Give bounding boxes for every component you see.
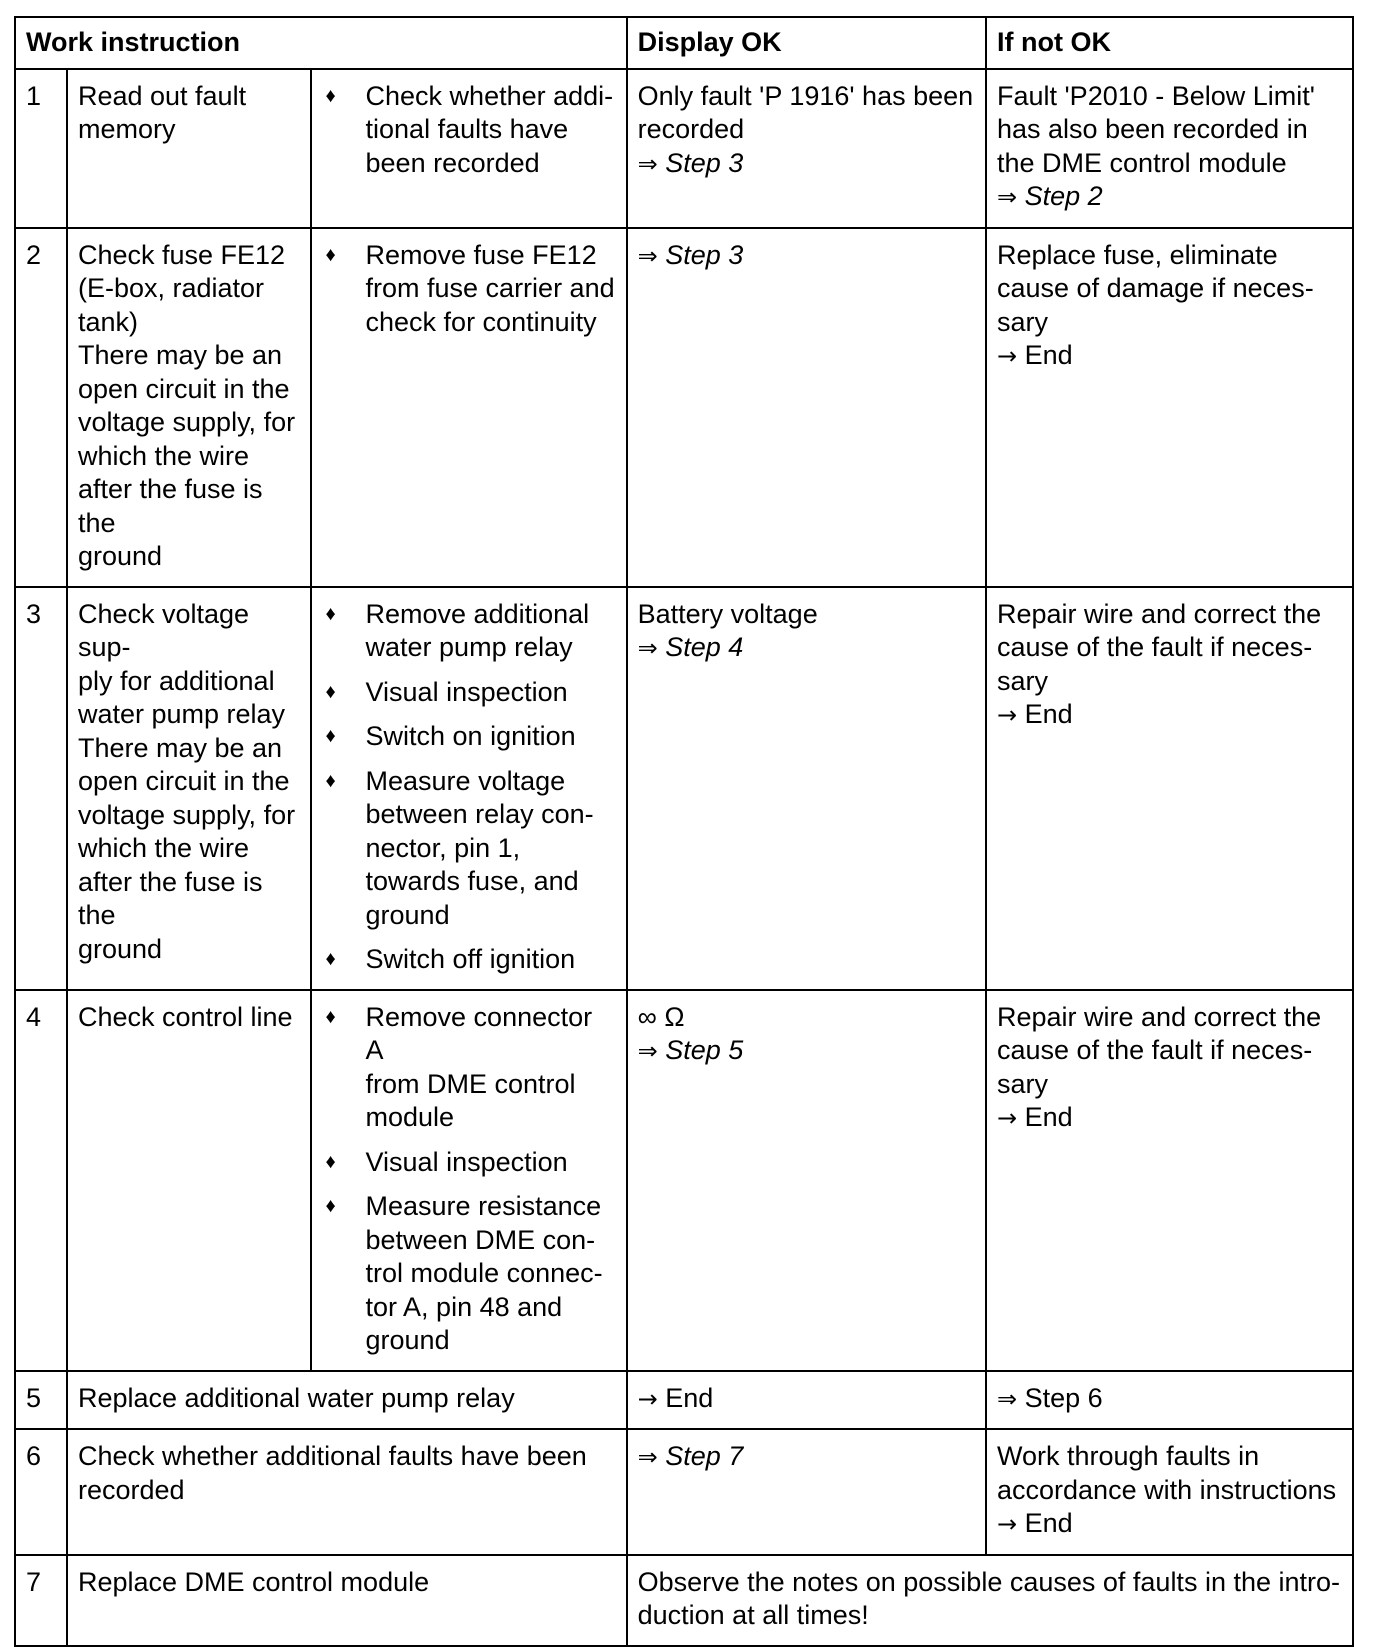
bullet-line: towards fuse, and xyxy=(365,866,579,896)
task-description xyxy=(67,1555,627,1646)
table-row xyxy=(15,228,1353,587)
bullet-text xyxy=(366,1001,616,1135)
task-line: Check whether additional faults have been xyxy=(77,1441,587,1471)
bullet-text xyxy=(366,720,616,754)
step-reference xyxy=(997,1382,1342,1417)
bullet-line: Switch on ignition xyxy=(365,721,576,751)
diamond-bullet-icon: ♦ xyxy=(325,1005,336,1028)
step-number: 6 xyxy=(15,1429,67,1555)
task-line: There may be an xyxy=(77,340,283,370)
not-ok-line: accordance with instructions xyxy=(997,1474,1337,1505)
step-label: End xyxy=(1024,699,1073,729)
not-ok-line: cause of the fault if neces- xyxy=(997,632,1313,662)
table-row xyxy=(15,587,1353,990)
diamond-bullet-icon: ♦ xyxy=(325,1195,336,1217)
diamond-bullet-icon: ♦ xyxy=(325,602,336,625)
bullet-line: module xyxy=(365,1102,455,1132)
diamond-bullet-icon: ♦ xyxy=(325,725,336,747)
display-ok-cell xyxy=(627,1371,986,1430)
step-reference xyxy=(638,631,975,666)
task-line: water pump relay xyxy=(77,699,286,729)
task-description xyxy=(67,69,311,228)
task-line: ground xyxy=(77,933,163,964)
table-row xyxy=(15,1371,1353,1430)
bullet-line: ground xyxy=(365,1325,450,1355)
table-header-row xyxy=(15,17,1353,69)
bullet-line: from fuse carrier and xyxy=(365,273,615,303)
display-ok-cell xyxy=(627,1429,986,1555)
task-description xyxy=(67,990,311,1371)
bullet-line: Check whether addi- xyxy=(365,80,614,111)
step-reference xyxy=(638,1382,975,1417)
diamond-bullet-icon: ♦ xyxy=(325,948,336,970)
not-ok-line: Repair wire and correct the xyxy=(997,1001,1322,1032)
step-reference xyxy=(638,239,975,274)
diamond-bullet-icon: ♦ xyxy=(325,1150,336,1173)
not-ok-line: sary xyxy=(997,306,1049,337)
step-reference xyxy=(997,1101,1342,1136)
bullet-item xyxy=(322,1146,616,1180)
table-row xyxy=(15,990,1353,1371)
bullet-text xyxy=(366,80,616,181)
task-description xyxy=(67,1429,627,1555)
task-line: which the wire xyxy=(77,440,250,471)
bullet-line: nector, pin 1, xyxy=(365,832,521,863)
not-ok-line: Replace fuse, eliminate xyxy=(997,239,1278,270)
display-ok-line: Only fault 'P 1916' has been xyxy=(637,80,974,111)
step-reference xyxy=(997,1507,1342,1542)
bullet-line: Measure resistance xyxy=(365,1191,602,1221)
not-ok-line: Work through faults in xyxy=(997,1441,1260,1471)
task-line: after the fuse is the xyxy=(77,866,263,930)
step-label: Step 3 xyxy=(665,147,744,178)
display-ok-line: recorded xyxy=(637,114,745,144)
step-reference xyxy=(638,1034,975,1069)
step-label: End xyxy=(665,1382,714,1413)
bullet-list xyxy=(322,239,616,340)
step-number: 4 xyxy=(15,990,67,1371)
task-line: tank) xyxy=(77,306,138,337)
task-line: Check control line xyxy=(77,1001,293,1032)
arrow-icon: → xyxy=(997,701,1018,729)
header-display-ok: Display OK xyxy=(627,17,986,69)
bullet-item xyxy=(322,80,616,181)
bullet-list xyxy=(322,598,616,977)
bullet-item xyxy=(322,720,616,754)
bullet-line: been recorded xyxy=(365,147,540,178)
display-ok-line: ∞ Ω xyxy=(637,1001,685,1032)
bullet-item xyxy=(322,1190,616,1358)
step-reference xyxy=(638,1440,975,1475)
bullet-item xyxy=(322,765,616,933)
diamond-bullet-icon: ♦ xyxy=(325,84,336,107)
task-line: Check voltage sup- xyxy=(77,598,250,662)
not-ok-line: Repair wire and correct the xyxy=(997,598,1322,629)
bullet-list xyxy=(322,1001,616,1358)
task-line: after the fuse is the xyxy=(77,474,263,538)
display-ok-cell xyxy=(627,228,986,587)
arrow-icon: → xyxy=(997,1510,1018,1538)
work-instruction-table xyxy=(14,16,1354,1647)
task-line: voltage supply, for xyxy=(77,407,296,437)
task-description xyxy=(67,228,311,587)
if-not-ok-cell xyxy=(986,228,1353,587)
display-ok-cell xyxy=(627,69,986,228)
if-not-ok-cell xyxy=(986,1371,1353,1430)
bullet-text xyxy=(366,1146,616,1180)
step-label: End xyxy=(1024,1102,1073,1132)
diamond-bullet-icon: ♦ xyxy=(325,769,336,792)
task-line: recorded xyxy=(77,1474,185,1505)
if-not-ok-cell xyxy=(986,587,1353,990)
arrow-icon: → xyxy=(637,1384,658,1413)
task-description xyxy=(67,587,311,990)
bullet-text xyxy=(366,239,616,340)
task-line: There may be an xyxy=(77,732,283,763)
table-row xyxy=(15,69,1353,228)
step-label: Step 6 xyxy=(1024,1382,1103,1413)
task-line: open circuit in the xyxy=(77,373,290,404)
step-label: Step 5 xyxy=(665,1035,744,1065)
bullet-line: Remove connector A xyxy=(365,1001,593,1065)
arrow-icon: → xyxy=(997,342,1018,370)
task-line: (E-box, radiator xyxy=(77,273,265,303)
bullet-line: between relay con- xyxy=(365,799,594,829)
bullet-line: Remove fuse FE12 xyxy=(365,239,597,270)
note-line: duction at all times! xyxy=(637,1600,869,1630)
bullet-item xyxy=(322,676,616,710)
instruction-bullets xyxy=(311,587,627,990)
not-ok-line: sary xyxy=(997,1068,1049,1099)
arrow-icon: ⇒ xyxy=(997,183,1018,211)
bullet-line: Measure voltage xyxy=(365,765,566,796)
bullet-line: Visual inspection xyxy=(365,1146,568,1177)
if-not-ok-cell xyxy=(986,69,1353,228)
not-ok-line: cause of the fault if neces- xyxy=(997,1035,1313,1065)
not-ok-line: cause of damage if neces- xyxy=(997,273,1314,303)
step-number: 7 xyxy=(15,1555,67,1646)
diamond-bullet-icon: ♦ xyxy=(325,680,336,703)
instruction-bullets xyxy=(311,69,627,228)
bullet-text xyxy=(366,676,616,710)
bullet-line: water pump relay xyxy=(365,632,573,662)
bullet-line: ground xyxy=(365,899,450,930)
step-reference xyxy=(997,698,1342,733)
arrow-icon: → xyxy=(997,1104,1018,1132)
display-ok-cell xyxy=(627,587,986,990)
bullet-item xyxy=(322,598,616,665)
display-ok-line: Battery voltage xyxy=(637,598,818,629)
instruction-bullets xyxy=(311,228,627,587)
step-number: 5 xyxy=(15,1371,67,1430)
bullet-text xyxy=(366,765,616,933)
step-label: End xyxy=(1024,1508,1073,1538)
arrow-icon: ⇒ xyxy=(637,149,658,178)
step-number: 2 xyxy=(15,228,67,587)
step-reference xyxy=(638,147,975,182)
step-reference xyxy=(997,180,1342,215)
bullet-line: Remove additional xyxy=(365,598,590,629)
task-line: open circuit in the xyxy=(77,766,290,796)
if-not-ok-cell xyxy=(986,1429,1353,1555)
step-number: 3 xyxy=(15,587,67,990)
task-line: Replace DME control module xyxy=(77,1566,430,1597)
not-ok-line: has also been recorded in xyxy=(997,114,1308,144)
bullet-text xyxy=(366,1190,616,1358)
arrow-icon: ⇒ xyxy=(637,634,658,662)
not-ok-line: Fault 'P2010 - Below Limit' xyxy=(997,80,1315,111)
bullet-item xyxy=(322,239,616,340)
bullet-line: between DME con- xyxy=(365,1224,596,1255)
arrow-icon: ⇒ xyxy=(637,1037,658,1065)
task-line: Replace additional water pump relay xyxy=(77,1382,515,1413)
step-label: Step 7 xyxy=(665,1441,744,1471)
step-label: Step 2 xyxy=(1024,181,1103,211)
instruction-bullets xyxy=(311,990,627,1371)
bullet-item xyxy=(322,943,616,977)
task-line: ground xyxy=(77,541,163,571)
task-description xyxy=(67,1371,627,1430)
task-line: which the wire xyxy=(77,833,250,863)
bullet-text xyxy=(366,598,616,665)
step-number: 1 xyxy=(15,69,67,228)
step-reference xyxy=(997,339,1342,374)
task-line: ply for additional xyxy=(77,665,275,696)
bullet-line: check for continuity xyxy=(365,306,597,337)
bullet-list xyxy=(322,80,616,181)
step-label: Step 4 xyxy=(665,632,744,662)
not-ok-line: sary xyxy=(997,665,1049,696)
bullet-line: tor A, pin 48 and xyxy=(365,1291,563,1322)
if-not-ok-cell xyxy=(986,990,1353,1371)
not-ok-line: the DME control module xyxy=(997,147,1287,178)
bullet-text xyxy=(366,943,616,977)
arrow-icon: ⇒ xyxy=(997,1384,1018,1413)
header-if-not-ok: If not OK xyxy=(986,17,1353,69)
table-row xyxy=(15,1429,1353,1555)
bullet-line: tional faults have xyxy=(365,114,569,144)
table-row xyxy=(15,1555,1353,1646)
bullet-line: from DME control xyxy=(365,1068,576,1099)
note-cell xyxy=(627,1555,1353,1646)
arrow-icon: ⇒ xyxy=(637,1443,658,1471)
bullet-item xyxy=(322,1001,616,1135)
task-line: Check fuse FE12 xyxy=(77,239,286,270)
bullet-line: Switch off ignition xyxy=(365,944,576,974)
display-ok-cell xyxy=(627,990,986,1371)
task-line: Read out fault xyxy=(77,80,247,111)
step-label: End xyxy=(1024,340,1073,370)
diamond-bullet-icon: ♦ xyxy=(325,243,336,266)
task-line: voltage supply, for xyxy=(77,799,296,830)
bullet-line: trol module connec- xyxy=(365,1258,603,1288)
bullet-line: Visual inspection xyxy=(365,676,568,707)
arrow-icon: ⇒ xyxy=(637,241,658,270)
note-line: Observe the notes on possible causes of faults in the intro- xyxy=(637,1566,1341,1597)
step-label: Step 3 xyxy=(665,239,744,270)
task-line: memory xyxy=(77,114,176,144)
header-work-instruction: Work instruction xyxy=(15,17,627,69)
